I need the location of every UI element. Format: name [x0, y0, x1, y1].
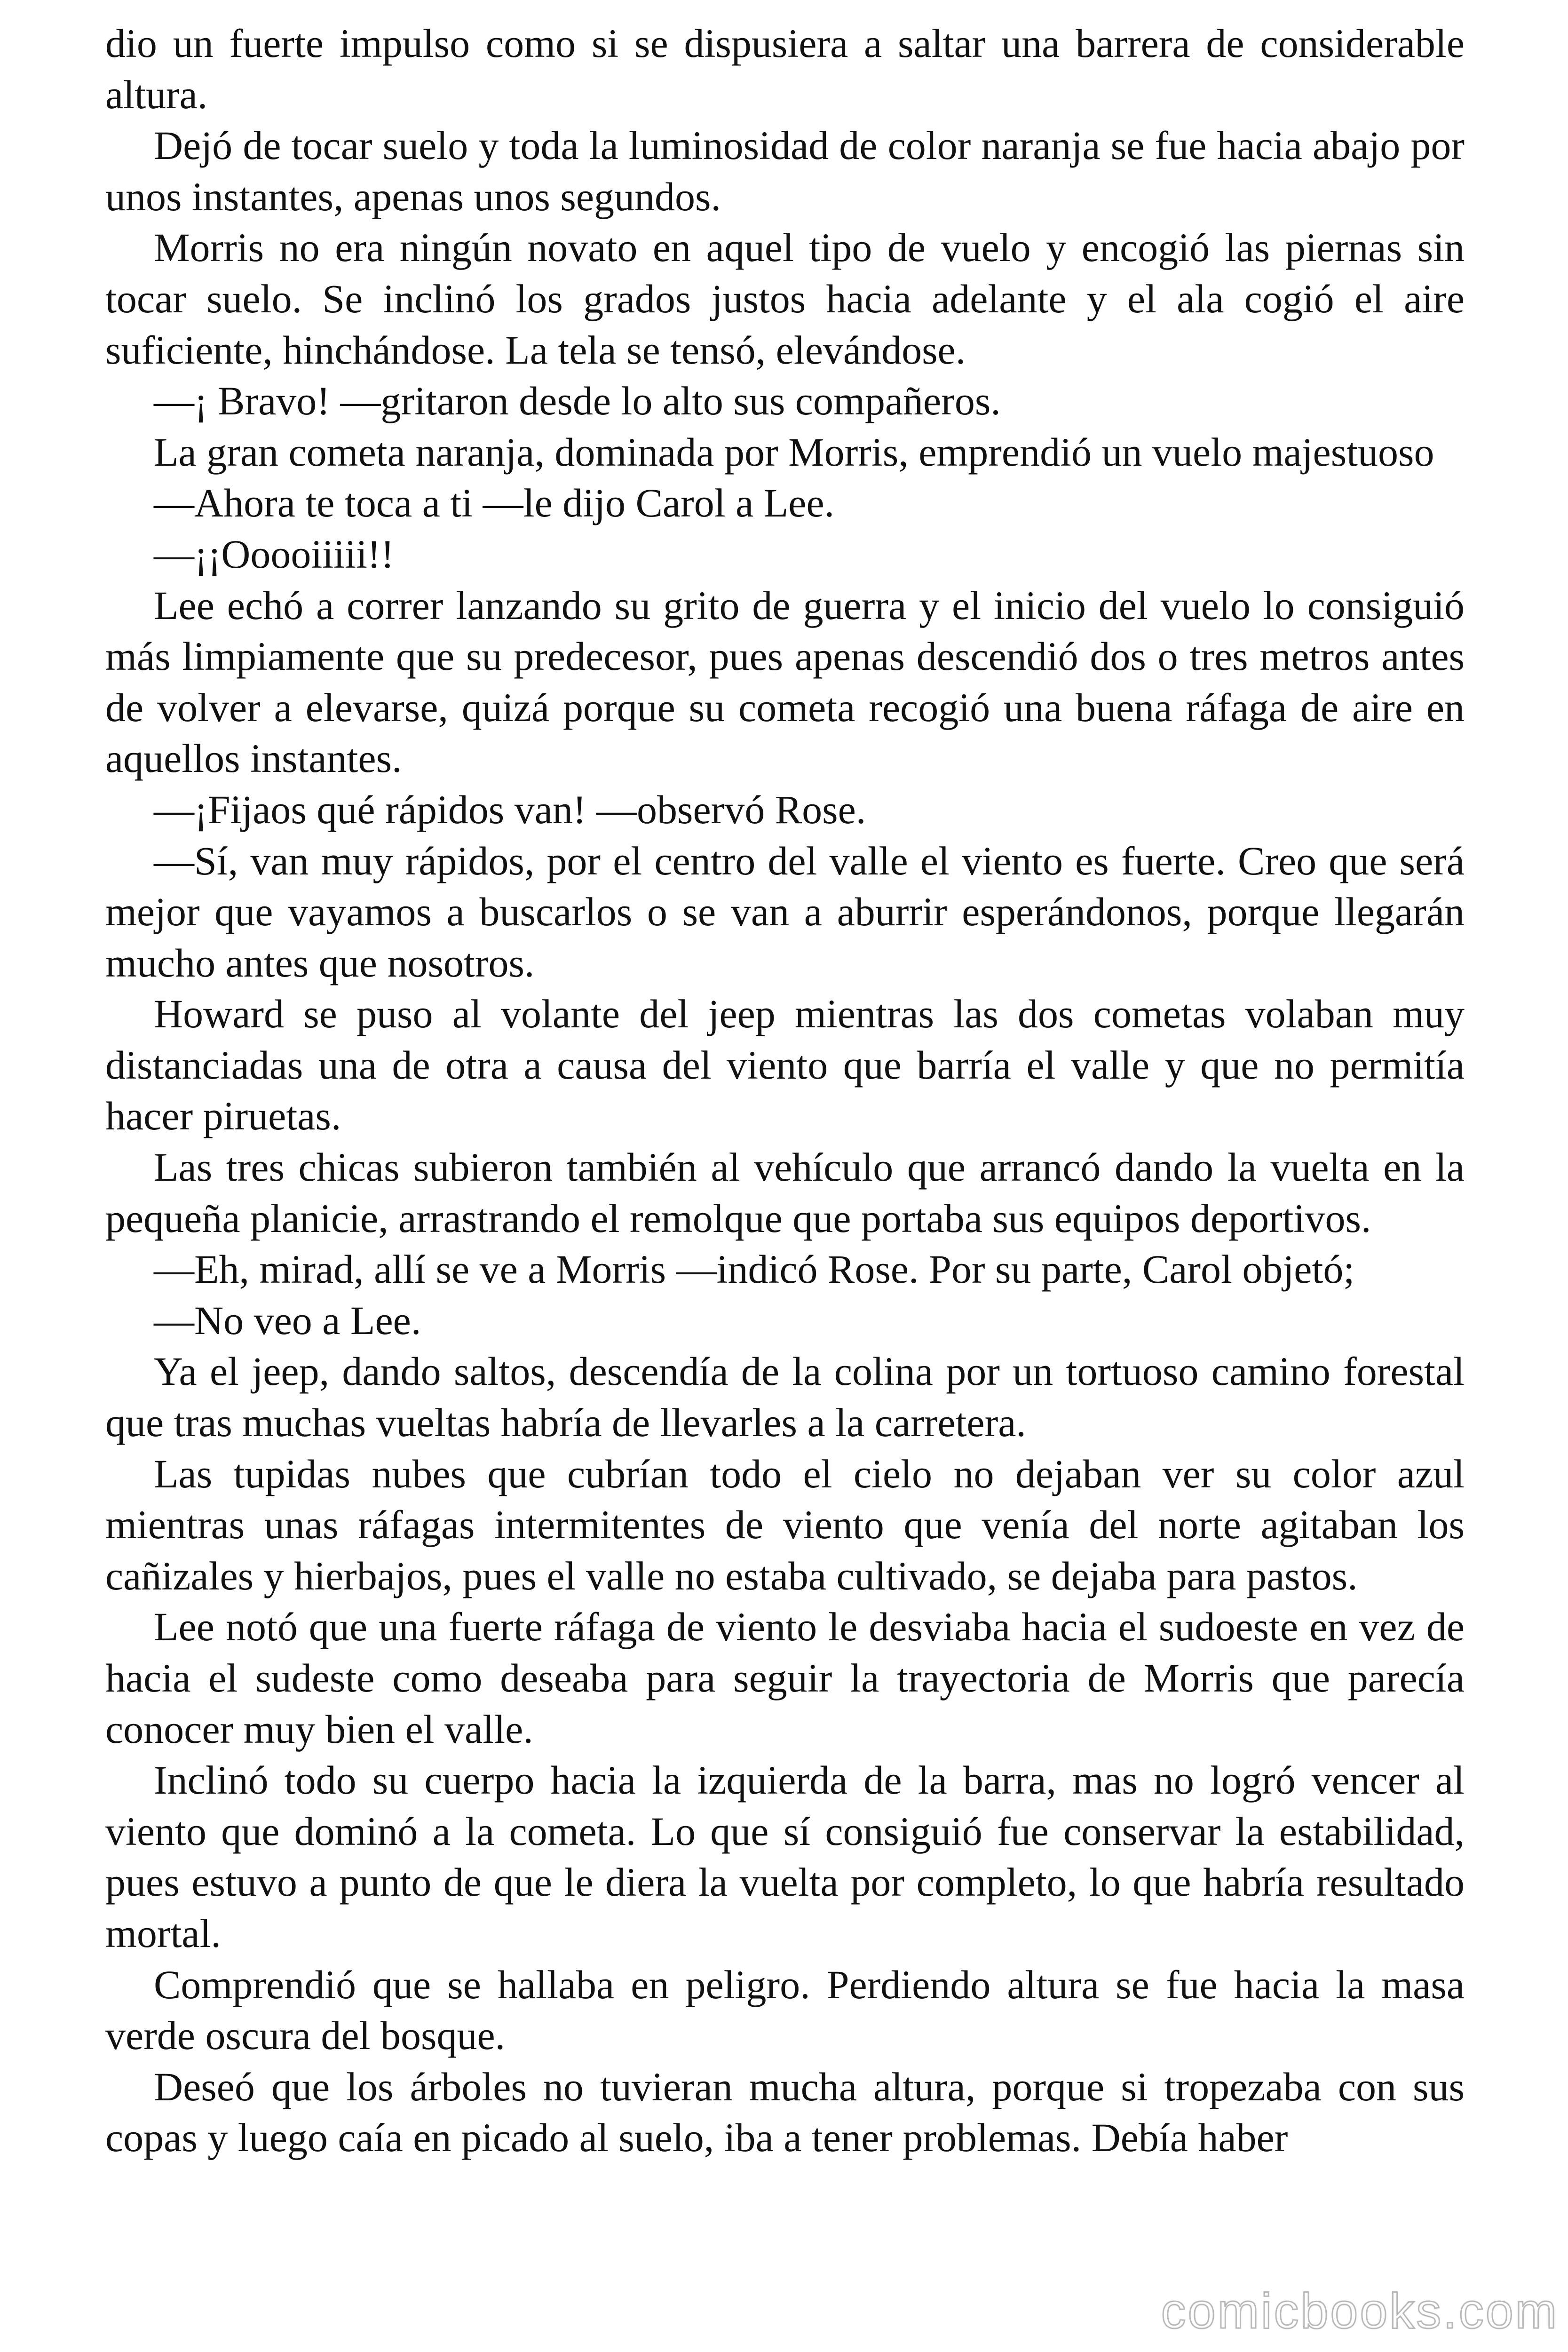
paragraph: Inclinó todo su cuerpo hacia la izquierda de la barra, mas no logró vencer al viento que dominó a la cometa. Lo que sí consiguió fue conservar la estabilidad, pues estuvo a punto de que le diera la vuelta por completo, lo que habría resultado mortal. — [105, 1757, 1465, 1956]
watermark: comicbooks.com — [1161, 2283, 1559, 2339]
dialogue-line: —No veo a Lee. — [154, 1297, 421, 1343]
paragraph: Howard se puso al volante del jeep mientras las dos cometas volaban muy distanciadas una de otra a causa del viento que barría el valle y que no permitía hacer piruetas. — [105, 991, 1465, 1139]
paragraph: La gran cometa naranja, dominada por Morris, emprendió un vuelo majestuoso — [154, 429, 1434, 475]
dialogue-line: —¡ Bravo! —gritaron desde lo alto sus compañeros. — [154, 378, 1001, 424]
paragraph: Lee notó que una fuerte ráfaga de viento le desviaba hacia el sudoeste en vez de hacia el sudeste como deseaba para seguir la trayectoria de Morris que parecía conocer muy bien el valle. — [105, 1604, 1465, 1752]
paragraph: Las tres chicas subieron también al vehículo que arrancó dando la vuelta en la pequeña planicie, arrastrando el remolque que portaba sus equipos deportivos. — [105, 1144, 1465, 1241]
paragraph: Deseó que los árboles no tuvieran mucha altura, porque si tropezaba con sus copas y luego caía en picado al suelo, iba a tener problemas. Debía haber — [105, 2064, 1465, 2161]
paragraph: dio un fuerte impulso como si se dispusiera a saltar una barrera de considerable altura. — [105, 21, 1465, 117]
dialogue-line: —Ahora te toca a ti —le dijo Carol a Lee. — [154, 480, 835, 526]
paragraph: Las tupidas nubes que cubrían todo el cielo no dejaban ver su color azul mientras unas ráfagas intermitentes de viento que venía del norte agitaban los cañizales y hierbajos, pues el valle no estaba cultivado, se dejaba para pastos. — [105, 1451, 1465, 1598]
paragraph: Dejó de tocar suelo y toda la luminosidad de color naranja se fue hacia abajo por unos instantes, apenas unos segundos. — [105, 123, 1465, 219]
paragraph: Comprendió que se hallaba en peligro. Perdiendo altura se fue hacia la masa verde oscura del bosque. — [105, 1962, 1465, 2058]
paragraph: Lee echó a correr lanzando su grito de guerra y el inicio del vuelo lo consiguió más limpiamente que su predecesor, pues apenas descendió dos o tres metros antes de volver a elevarse, quizá porque su cometa recogió una buena ráfaga de aire en aquellos instantes. — [105, 582, 1465, 781]
dialogue-line: —¡¡Ooooiiiii!! — [154, 531, 395, 577]
dialogue-line: —¡Fijaos qué rápidos van! —observó Rose. — [154, 787, 866, 832]
paragraph: Morris no era ningún novato en aquel tipo de vuelo y encogió las piernas sin tocar suelo. Se inclinó los grados justos hacia adelante y el ala cogió el aire suficiente, hinchándose. La tela se tensó, elevándose. — [105, 225, 1465, 373]
book-page-text — [105, 18, 1465, 2323]
paragraph: Ya el jeep, dando saltos, descendía de la colina por un tortuoso camino forestal que tras muchas vueltas habría de llevarles a la carretera. — [105, 1349, 1465, 1446]
dialogue-line: —Eh, mirad, allí se ve a Morris —indicó Rose. Por su parte, Carol objetó; — [154, 1247, 1355, 1292]
dialogue-line: —Sí, van muy rápidos, por el centro del valle el viento es fuerte. Creo que será mejor que vayamos a buscarlos o se van a aburrir esperándonos, porque llegarán mucho antes que nosotros. — [105, 838, 1465, 985]
